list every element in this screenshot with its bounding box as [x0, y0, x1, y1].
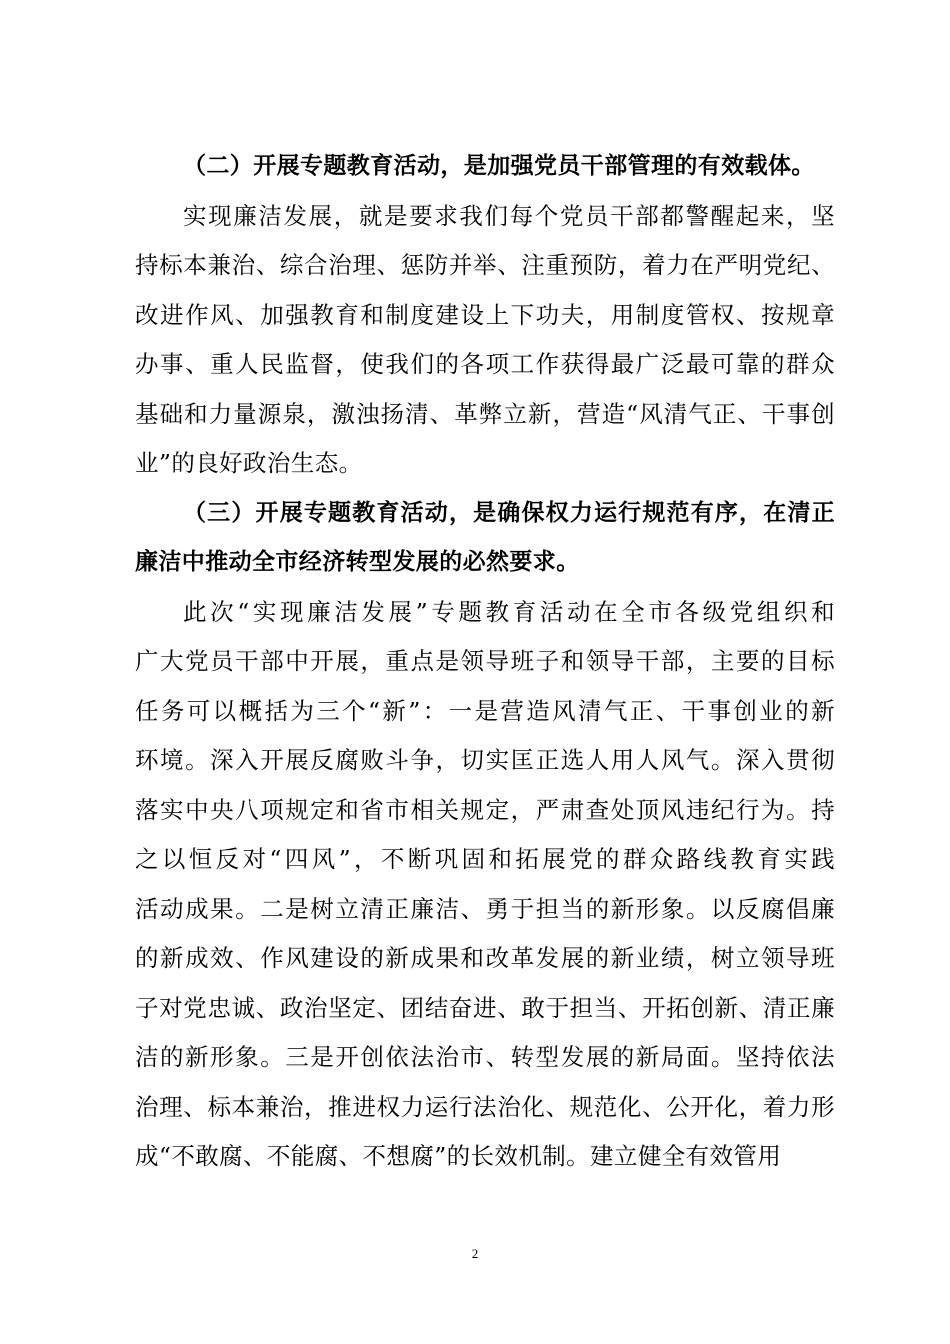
- text-line: 改进作风、加强教育和制度建设上下功夫，用制度管权、按规章: [135, 300, 835, 329]
- text-line: 的新成效、作风建设的新成果和改革发展的新业绩，树立领导班: [135, 944, 835, 972]
- text-line: 任务可以概括为三个“新”：一是营造风清气正、干事创业的新: [135, 696, 835, 725]
- text-line: 成“不敢腐、不能腐、不想腐”的长效机制。建立健全有效管用: [135, 1142, 782, 1170]
- body-paragraph: [135, 192, 835, 489]
- text-line: 廉洁中推动全市经济转型发展的必然要求。: [135, 549, 580, 575]
- text-line: 办事、重人民监督，使我们的各项工作获得最广泛最可靠的群众: [135, 350, 835, 378]
- text-line: 子对党忠诚、政治坚定、团结奋进、敢于担当、开拓创新、清正廉: [135, 993, 835, 1022]
- text-line: （二）开展专题教育活动，是加强党员干部管理的有效载体。: [183, 153, 815, 179]
- text-line: 业”的良好政治生态。: [135, 449, 363, 477]
- text-line: 环境。深入开展反腐败斗争，切实匡正选人用人风气。深入贯彻: [135, 746, 835, 774]
- section-heading: [135, 142, 835, 192]
- text-line: 活动成果。二是树立清正廉洁、勇于担当的新形象。以反腐倡廉: [135, 894, 835, 923]
- text-line: 此次“实现廉洁发展”专题教育活动在全市各级党组织和: [183, 597, 835, 626]
- page-number: 2: [471, 1246, 479, 1261]
- text-line: 持标本兼治、综合治理、惩防并举、注重预防，着力在严明党纪、: [135, 251, 835, 279]
- text-line: 治理、标本兼治，推进权力运行法治化、规范化、公开化，着力形: [135, 1092, 835, 1121]
- text-line: （三）开展专题教育活动，是确保权力运行规范有序，在清正: [183, 499, 835, 526]
- body-paragraph: [135, 588, 835, 1182]
- text-line: 落实中央八项规定和省市相关规定，严肃查处顶风违纪行为。持: [135, 795, 835, 824]
- document-body: [135, 142, 835, 1182]
- text-line: 基础和力量源泉，激浊扬清、革弊立新，营造“风清气正、干事创: [135, 399, 835, 428]
- text-line: 之以恒反对“四风”，不断巩固和拓展党的群众路线教育实践: [135, 845, 835, 873]
- text-line: 广大党员干部中开展，重点是领导班子和领导干部，主要的目标: [135, 647, 835, 675]
- text-line: 实现廉洁发展，就是要求我们每个党员干部都警醒起来，坚: [183, 201, 835, 230]
- text-line: 洁的新形象。三是开创依法治市、转型发展的新局面。坚持依法: [135, 1043, 835, 1071]
- section-heading: [135, 489, 835, 588]
